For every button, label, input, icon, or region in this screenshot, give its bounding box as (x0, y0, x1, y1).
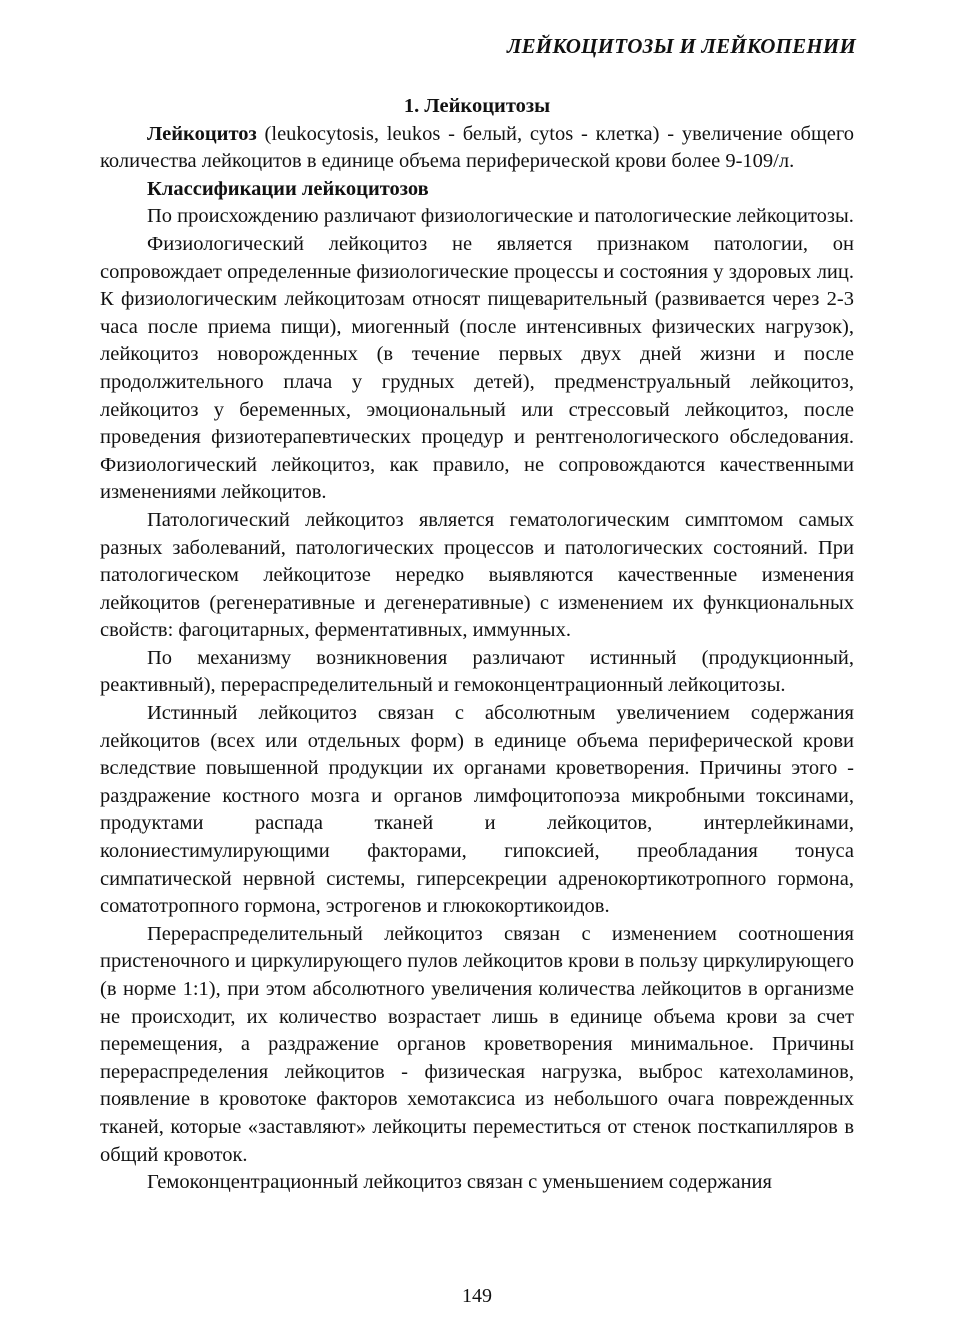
paragraph: По механизму возникновения различают истинный (продукционный, реактивный), перераспределительный и гемоконцентрационный лейкоцитозы. (100, 646, 854, 697)
definition-text: (leukocytosis, leukos - белый, cytos - клетка) - увеличение общего количества лейкоцитов в единице объема периферической крови более 9-109/л. (100, 122, 854, 173)
definition-term: Лейкоцитоз (147, 122, 257, 145)
paragraph: Гемоконцентрационный лейкоцитоз связан с уменьшением содержания (147, 1171, 772, 1194)
page-body (100, 93, 854, 1197)
paragraph: Физиологический лейкоцитоз не является признаком патологии, он сопровождает определенные физиологические процессы и состояния у здоровых лиц. К физиологическим лейкоцитозам относят пищеварительный (развивается через 2-3 часа после приема пищи), миогенный (после интенсивных физических нагрузок), лейкоцитоз новорожденных (в течение первых двух дней жизни и после продолжительного плача у грудных детей), предменструальный лейкоцитоз, лейкоцитоз у беременных, эмоциональный или стрессовый лейкоцитоз, после проведения физиотерапевтических процедур и рентгенологического обследования. Физиологический лейкоцитоз, как правило, не сопровождаются качественными изменениями лейкоцитов. (100, 232, 854, 504)
definition-paragraph (100, 121, 854, 176)
paragraph: Истинный лейкоцитоз связан с абсолютным увеличением содержания лейкоцитов (всех или отдельных форм) в единице объема периферической крови вследствие повышенной продукции их органами кроветворения. Причины этого - раздражение костного мозга и органов лимфоцитопоэза микробными токсинами, продуктами распада тканей и лейкоцитов, интерлейкинами, колониестимулирующими факторами, гипоксией, преобладания тонуса симпатической нервной системы, гиперсекреции адренокортикотропного гормона, соматотропного гормона, эстрогенов и глюкокортикоидов. (100, 702, 854, 918)
page-number: 149 (462, 1285, 492, 1307)
section-title: 1. Лейкоцитозы (403, 95, 551, 117)
paragraph: Патологический лейкоцитоз является гематологическим симптомом самых разных заболеваний, патологических процессов и патологических состояний. При патологическом лейкоцитозе нередко выявляются качественные изменения лейкоцитов (регенеративные и дегенеративные) с изменением их функциональных свойств: фагоцитарных, ферментативных, иммунных. (100, 508, 854, 642)
paragraph: Перераспределительный лейкоцитоз связан с изменением соотношения пристеночного и циркулирующего пулов лейкоцитов крови в пользу циркулирующего (в норме 1:1), при этом абсолютного увеличения количества лейкоцитов в организме не происходит, их количество возрастает лишь в единице объема крови за счет перемещения, а раздражение органов кроветворения минимальное. Причины перераспределения лейкоцитов - физическая нагрузка, выброс катехоламинов, появление в кровотоке факторов хемотаксиса из небольшого очага поврежденных тканей, которые «заставляют» лейкоциты переместиться от стенок посткапилляров в общий кровоток. (100, 922, 854, 1166)
paragraph: По происхождению различают физиологические и патологические лейкоцитозы. (147, 205, 854, 228)
running-head: ЛЕЙКОЦИТОЗЫ И ЛЕЙКОПЕНИИ (506, 34, 856, 58)
subheading: Классификации лейкоцитозов (147, 177, 429, 200)
